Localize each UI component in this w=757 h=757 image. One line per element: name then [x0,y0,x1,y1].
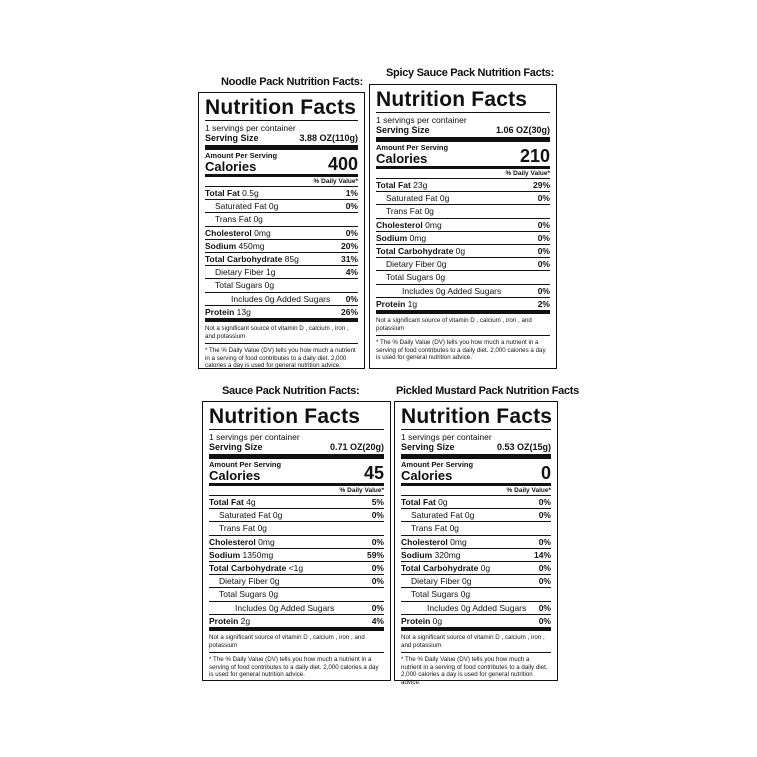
noodle-pack-heading: Noodle Pack Nutrition Facts: [221,76,363,88]
nutrient-row-total-carbohydrate [376,245,550,258]
nutrient-amount: 320mg [434,549,461,560]
nutrient-row-trans-fat [205,213,358,226]
nutrient-row-cholesterol [205,227,358,240]
calories-block [209,459,384,486]
nutrient-daily-value: 0% [371,602,384,613]
nutrient-label: Sodium [376,232,408,243]
nutrient-row-dietary-fiber [209,575,384,588]
nutrient-label: Trans Fat [411,523,448,534]
nutrient-daily-value: 14% [533,549,551,560]
nutrient-amount: 0g Added Sugars [436,285,502,296]
nutrient-amount: 0g [432,615,443,626]
nutrient-amount: 0g [455,246,466,257]
vitamin-note: Not a significant source of vitamin D , calcium , iron , and potassium [376,317,550,336]
nutrition-facts-title: Nutrition Facts [401,405,553,428]
serving-size-row [209,442,384,459]
nutrient-amount: 0.5g [242,188,259,198]
servings-per-container: 1 servings per container [401,432,492,442]
nutrient-row-saturated-fat [376,192,550,205]
nutrient-label: Sodium [401,549,433,560]
nutrient-row-includes [205,293,358,306]
nutrient-daily-value: 0% [538,563,551,574]
nutrient-amount: 0g [464,510,475,521]
nutrient-amount: 0g [438,497,448,507]
nutrient-label: Trans Fat [386,206,423,217]
nutrient-row-total-fat [209,496,384,509]
nutrient-label: Total Carbohydrate [376,246,454,257]
daily-value-header: % Daily Value* [401,486,551,496]
nutrient-label: Sodium [205,240,237,251]
nutrient-amount: 1350mg [242,549,274,560]
nutrient-label: Protein [209,615,239,626]
nutrient-label: Dietary Fiber [386,259,435,270]
nutrient-amount: 4g [246,497,256,507]
nutrient-daily-value: 0% [537,285,550,296]
sauce-pack-heading: Sauce Pack Nutrition Facts: [222,385,360,397]
nutrient-label: Cholesterol [376,219,423,230]
nutrient-amount: 0g [439,193,450,204]
nutrient-row-cholesterol [401,536,551,549]
nutrient-label: Saturated Fat [386,193,438,204]
nutrient-label: Total Sugars [386,272,434,283]
nutrient-row-saturated-fat [401,509,551,522]
serving-size-label: Serving Size [376,125,430,135]
nutrient-row-includes [401,602,551,615]
serving-size-label: Serving Size [205,133,259,143]
nutrient-daily-value: 0% [371,576,384,587]
serving-size-label: Serving Size [209,442,263,452]
nutrient-amount: 0g [268,201,279,212]
nutrient-rows [205,187,358,322]
nutrient-label: Saturated Fat [219,510,271,521]
nutrient-daily-value: 0% [537,219,550,230]
nutrient-row-dietary-fiber [376,258,550,271]
nutrient-row-cholesterol [209,536,384,549]
nutrient-amount: 0g [480,563,491,574]
vitamin-note: Not a significant source of vitamin D , calcium , iron , and potassium [209,634,384,653]
nutrient-amount: 450mg [238,240,265,251]
nutrient-label: Dietary Fiber [411,576,460,587]
nutrient-label: Total Sugars [219,589,267,600]
nutrition-label-pickled-mustard-pack [394,401,558,686]
nutrient-amount: 0g [268,589,279,600]
servings-per-container: 1 servings per container [209,432,300,442]
nutrient-amount: 0mg [254,227,271,238]
nutrient-row-protein [205,306,358,322]
nutrient-daily-value: 0% [538,536,551,547]
nutrient-label: Includes [402,285,434,296]
nutrient-label: Saturated Fat [411,510,463,521]
nutrient-row-trans-fat [401,522,551,535]
nutrient-row-total-sugars [401,588,551,601]
nutrient-amount: 1g [266,267,276,278]
nutrient-rows [376,179,550,314]
nutrient-row-total-fat [401,496,551,509]
calories-value: 210 [519,146,550,166]
nutrient-daily-value: 31% [340,254,358,265]
nutrient-row-protein [401,615,551,631]
nutrient-daily-value: 0% [345,227,358,238]
nutrient-label: Total Fat [401,497,436,507]
nutrient-label: Total Sugars [411,589,459,600]
nutrition-label-sauce-pack [202,401,391,681]
nutrient-label: Total Sugars [215,280,263,291]
nutrient-daily-value: 0% [538,602,551,613]
nutrient-amount: 0g Added Sugars [461,602,527,613]
nutrient-daily-value: 0% [538,576,551,587]
nutrient-label: Protein [401,615,431,626]
nutrient-row-dietary-fiber [401,575,551,588]
nutrient-row-total-carbohydrate [209,562,384,575]
nutrient-row-protein [376,298,550,314]
nutrition-facts-title: Nutrition Facts [205,96,357,119]
daily-value-footnote: * The % Daily Value (DV) tells you how much a nutrient in a serving of food contributes to a daily diet. 2,000 calories a day is used for general nutrition advice. [401,656,548,686]
nutrient-daily-value: 0% [345,201,358,212]
nutrition-facts-title: Nutrition Facts [209,406,384,430]
nutrient-rows [209,496,384,631]
amount-per-serving: Amount Per Serving [376,143,449,152]
nutrient-label: Cholesterol [205,227,252,238]
vitamin-note: Not a significant source of vitamin D , calcium , iron , and potassium [401,634,551,653]
nutrition-label-spicy-sauce-pack [369,84,557,369]
daily-value-footnote: * The % Daily Value (DV) tells you how much a nutrient in a serving of food contributes to a daily diet. 2,000 calories a day is used for general nutrition advice. [205,347,356,370]
nutrient-label: Total Fat [209,497,244,507]
serving-size-value: 0.71 OZ(20g) [329,442,384,452]
daily-value-footnote: * The % Daily Value (DV) tells you how much a nutrient in a serving of food contributes to a daily diet. 2,000 calories a day is used for general nutrition advice. [209,656,379,679]
nutrient-daily-value: 59% [366,549,384,560]
nutrient-amount: 0g [424,206,434,217]
serving-size-row [376,125,550,142]
nutrient-amount: 1g [407,298,418,309]
nutrient-amount: 0g [462,576,472,587]
nutrient-label: Includes [231,293,263,304]
nutrient-amount: 0g Added Sugars [265,293,331,304]
nutrient-daily-value: 0% [371,510,384,521]
nutrient-daily-value: 0% [537,246,550,257]
nutrient-amount: 23g [413,180,428,190]
calories-block [376,142,550,169]
nutrient-amount: 0g Added Sugars [269,602,335,613]
nutrient-label: Sodium [209,549,241,560]
nutrient-row-total-sugars [209,588,384,601]
nutrient-amount: 0g [253,214,263,225]
nutrient-daily-value: 0% [538,497,551,507]
nutrient-amount: 13g [236,306,251,317]
serving-size-value: 3.88 OZ(110g) [299,133,358,143]
nutrient-label: Protein [205,306,235,317]
daily-value-header: % Daily Value* [376,169,550,179]
calories-value: 45 [363,463,384,483]
calories-block [205,150,358,177]
nutrient-row-cholesterol [376,219,550,232]
spicy-sauce-pack-heading: Spicy Sauce Pack Nutrition Facts: [386,67,554,79]
nutrient-amount: 0g [435,272,446,283]
nutrient-row-total-fat [205,187,358,200]
nutrient-daily-value: 2% [537,298,550,309]
nutrient-amount: 0g [264,280,275,291]
serving-size-row [401,442,551,459]
nutrient-label: Total Carbohydrate [209,563,287,574]
serving-size-row [205,133,358,150]
nutrient-daily-value: 20% [340,240,358,251]
nutrient-row-total-carbohydrate [205,253,358,266]
nutrient-row-trans-fat [376,205,550,218]
serving-size-value: 0.53 OZ(15g) [496,442,551,452]
nutrient-daily-value: 0% [345,293,358,304]
nutrient-label: Total Carbohydrate [205,254,283,265]
nutrient-row-sodium [401,549,551,562]
nutrient-daily-value: 29% [532,180,550,190]
calories-label: Calories [209,468,261,483]
nutrient-label: Cholesterol [209,536,256,547]
nutrient-label: Total Carbohydrate [401,563,479,574]
nutrient-daily-value: 4% [345,267,358,278]
nutrient-amount: 0mg [450,536,467,547]
servings-per-container: 1 servings per container [376,115,467,125]
nutrient-daily-value: 0% [537,259,550,270]
nutrient-row-saturated-fat [209,509,384,522]
servings-per-container: 1 servings per container [205,123,296,133]
nutrient-label: Cholesterol [401,536,448,547]
nutrient-amount: 0g [449,523,459,534]
vitamin-note: Not a significant source of vitamin D , calcium , iron , and potassium [205,325,358,344]
nutrient-row-total-sugars [205,279,358,292]
nutrient-daily-value: 0% [371,536,384,547]
nutrient-row-sodium [205,240,358,253]
nutrient-amount: 0g [257,523,267,534]
nutrient-row-includes [209,602,384,615]
nutrient-row-protein [209,615,384,631]
nutrient-row-saturated-fat [205,200,358,213]
nutrient-row-sodium [209,549,384,562]
nutrient-amount: 0mg [258,536,275,547]
nutrient-amount: 2g [240,615,251,626]
nutrient-amount: <1g [288,563,304,574]
nutrient-amount: 0g [272,510,283,521]
calories-value: 0 [540,463,551,483]
serving-size-label: Serving Size [401,442,455,452]
nutrient-label: Total Fat [205,188,240,198]
nutrient-daily-value: 0% [538,510,551,521]
nutrient-amount: 0mg [409,232,427,243]
nutrient-label: Includes [235,602,267,613]
nutrient-label: Trans Fat [215,214,252,225]
nutrient-daily-value: 26% [340,306,358,317]
nutrient-label: Dietary Fiber [219,576,268,587]
nutrient-daily-value: 0% [537,232,550,243]
nutrient-daily-value: 0% [537,193,550,204]
calories-label: Calories [401,468,453,483]
nutrient-amount: 0mg [425,219,442,230]
nutrient-row-total-fat [376,179,550,192]
pickled-mustard-pack-heading: Pickled Mustard Pack Nutrition Facts [396,385,579,397]
nutrient-amount: 0g [437,259,447,270]
nutrient-row-includes [376,285,550,298]
nutrition-label-noodle-pack [198,92,365,369]
calories-label: Calories [205,159,257,174]
calories-label: Calories [376,151,428,166]
nutrient-daily-value: 1% [345,188,358,198]
nutrient-row-total-sugars [376,271,550,284]
nutrient-label: Includes [427,602,459,613]
nutrient-label: Total Fat [376,180,411,190]
nutrient-daily-value: 4% [371,615,384,626]
calories-value: 400 [327,154,358,174]
nutrient-amount: 0g [270,576,280,587]
nutrient-row-total-carbohydrate [401,562,551,575]
daily-value-footnote: * The % Daily Value (DV) tells you how much a nutrient in a serving of food contributes to a daily diet. 2,000 calories a day is used for general nutrition advice. [376,339,546,362]
nutrient-rows [401,496,551,631]
nutrient-row-trans-fat [209,522,384,535]
amount-per-serving: Amount Per Serving [401,460,474,469]
nutrient-row-dietary-fiber [205,266,358,279]
nutrient-label: Saturated Fat [215,201,267,212]
calories-block [401,459,551,486]
nutrient-label: Trans Fat [219,523,256,534]
nutrient-daily-value: 0% [538,615,551,626]
serving-size-value: 1.06 OZ(30g) [495,125,550,135]
nutrient-daily-value: 0% [371,563,384,574]
nutrient-label: Protein [376,298,406,309]
nutrient-amount: 0g [460,589,471,600]
daily-value-header: % Daily Value* [209,486,384,496]
nutrient-amount: 85g [284,254,299,265]
nutrition-facts-title: Nutrition Facts [376,89,550,113]
nutrient-label: Dietary Fiber [215,267,264,278]
amount-per-serving: Amount Per Serving [209,460,282,469]
nutrient-daily-value: 5% [371,497,384,507]
amount-per-serving: Amount Per Serving [205,151,278,160]
daily-value-header: % Daily Value* [205,177,358,187]
nutrient-row-sodium [376,232,550,245]
